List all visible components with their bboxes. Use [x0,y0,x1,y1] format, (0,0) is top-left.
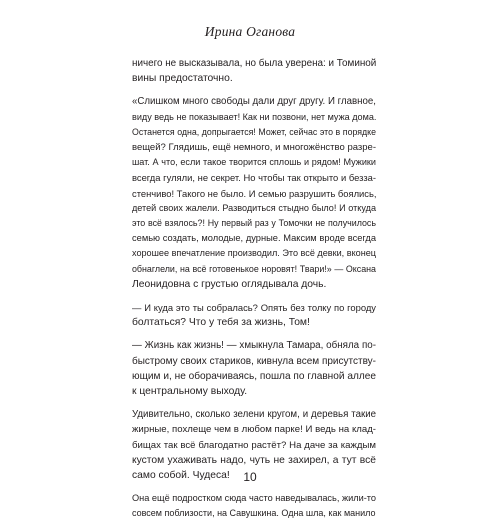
paragraph [132,300,376,330]
paragraph [132,94,376,292]
text-line: ющим и, не оборачиваясь, пошла по главной аллее [132,370,376,382]
text-line: само собой. Чудеса! [132,470,230,482]
text-line: ничего не высказывала, но была уверена: и Томиной [132,58,377,69]
text-line: бищах так всё благодатно растёт? На даче за каждым [132,439,376,451]
text-line: детей своих жалели. Разводиться стыдно было! И откуда [132,202,376,213]
text-line: хорошее впечатление производил. Это всё девки, вконец [132,248,376,259]
running-head: Ирина Оганова [204,24,296,39]
text-line: быстрому своих стариков, кивнула всем присутству- [132,355,376,367]
page-number: 10 [243,470,257,484]
text-line: стенчиво! Такого не было. И семью разрушить боялись, [132,187,377,199]
text-line: «Слишком много свободы дали друг другу. И главное, [132,96,376,108]
text-line: виду ведь не показывает! Как ни позвони, нет мужа дома. [132,111,377,122]
text-line: это всё взялось?! Ну первый раз у Томочки не получилось [132,218,376,229]
text-line: семью создать, молодые, дурные. Максим вроде всегда [132,233,376,244]
text-line: кустом ухаживать надо, чуть не захирел, а тут всё [132,454,376,466]
paragraph [132,56,376,86]
text-line: всегда гуляли, не секрет. Но чтобы так открыто и безза- [132,172,376,184]
text-line: вины предостаточно. [132,73,233,85]
text-line: шат. А что, если такое творится сплошь и рядом! Мужики [132,157,376,168]
text-line: Леонидовна с грустью оглядывала дочь. [132,278,327,290]
text-line: Удивительно, сколько зелени кругом, и деревья такие [132,409,376,421]
text-line: — Жизнь как жизнь! — хмыкнула Тамара, обняла по- [132,340,376,352]
paragraph [132,491,376,521]
paragraph [132,338,376,399]
text-line: к центральному выходу. [132,386,248,398]
body-text [132,56,376,530]
text-line: совсем поблизости, на Савушкина. Одна шла, как манило [132,508,376,519]
text-line: Останется одна, допрыгается! Может, сейчас это в порядке [132,126,376,137]
text-line: жирные, похлеще чем в любом парке! И ведь на клад- [132,424,376,436]
text-line: Она ещё подростком сюда часто наведывалась, жили-то [132,493,376,504]
text-line: обнаглели, на всё готовенькое норовят! Твари!» — Оксана [132,263,376,274]
text-line: вещей? Глядишь, ещё немного, и многожёнство разре- [132,142,376,154]
text-line: — И куда это ты собралась? Опять без толку по городу [132,302,376,314]
text-line: болтаться? Что у тебя за жизнь, Том! [132,317,310,329]
